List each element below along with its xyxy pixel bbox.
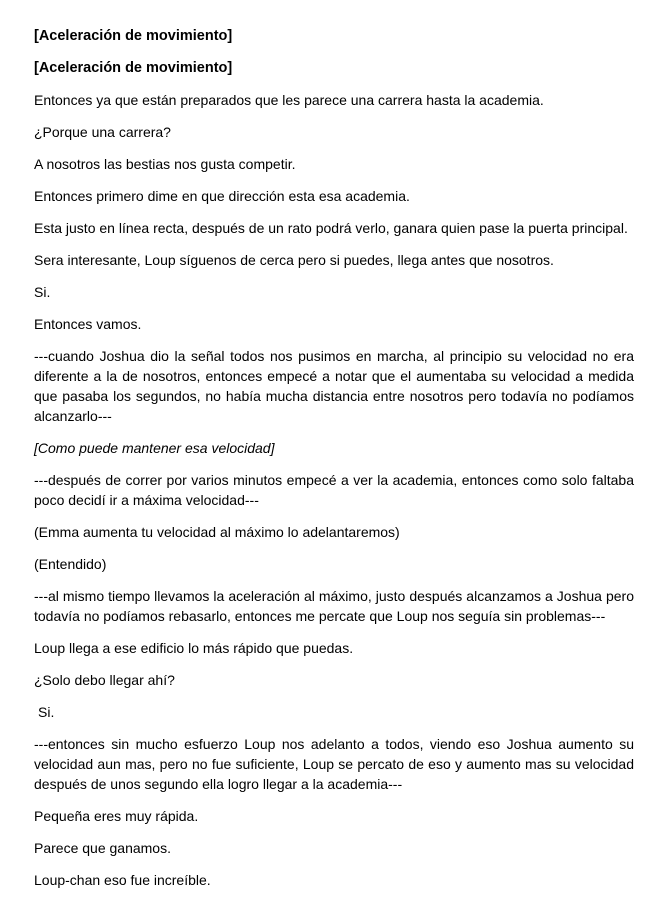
chapter-heading: [Aceleración de movimiento] bbox=[34, 28, 233, 44]
paragraph: Si. bbox=[38, 704, 55, 720]
chapter-heading-repeat: [Aceleración de movimiento] bbox=[34, 60, 233, 76]
paragraph: Si. bbox=[34, 284, 51, 300]
document-page bbox=[34, 26, 634, 902]
paragraph: Loup llega a ese edificio lo más rápido que puedas. bbox=[34, 640, 354, 656]
narration-paragraph: ---entonces sin mucho esfuerzo Loup nos adelanto a todos, viendo eso Joshua aumento su velocidad aun mas, pero no fue suficiente, Loup se percato de eso y aumento mas su velocidad después de unos segundo ella logro llegar a la academia--- bbox=[34, 736, 634, 792]
paragraph: Entonces vamos. bbox=[34, 316, 142, 332]
paragraph: ¿Solo debo llegar ahí? bbox=[34, 672, 175, 688]
paragraph: (Entendido) bbox=[34, 556, 107, 572]
narration-paragraph: ---después de correr por varios minutos empecé a ver la academia, entonces como solo faltaba poco decidí ir a máxima velocidad--- bbox=[34, 472, 634, 508]
thought-paragraph: [Como puede mantener esa velocidad] bbox=[34, 440, 275, 456]
narration-paragraph: ---al mismo tiempo llevamos la aceleración al máximo, justo después alcanzamos a Joshua pero todavía no podíamos rebasarlo, entonces me percate que Loup nos seguía sin problemas--- bbox=[34, 588, 634, 624]
paragraph: A nosotros las bestias nos gusta competir. bbox=[34, 156, 296, 172]
paragraph: Entonces ya que están preparados que les parece una carrera hasta la academia. bbox=[34, 92, 544, 108]
paragraph: Parece que ganamos. bbox=[34, 840, 171, 856]
paragraph: Esta justo en línea recta, después de un rato podrá verlo, ganara quien pase la puerta principal. bbox=[34, 220, 628, 236]
paragraph: Loup-chan eso fue increíble. bbox=[34, 872, 211, 888]
paragraph: Sera interesante, Loup síguenos de cerca pero si puedes, llega antes que nosotros. bbox=[34, 252, 554, 268]
paragraph: Entonces primero dime en que dirección esta esa academia. bbox=[34, 188, 410, 204]
narration-paragraph: ---cuando Joshua dio la señal todos nos pusimos en marcha, al principio su velocidad no era diferente a la de nosotros, entonces empecé a notar que el aumentaba su velocidad a medida que pasaba los segundos, no había mucha distancia entre nosotros pero todavía no podíamos alcanzarlo--- bbox=[34, 348, 634, 424]
paragraph: Pequeña eres muy rápida. bbox=[34, 808, 199, 824]
paragraph: (Emma aumenta tu velocidad al máximo lo adelantaremos) bbox=[34, 524, 400, 540]
paragraph: ¿Porque una carrera? bbox=[34, 124, 171, 140]
